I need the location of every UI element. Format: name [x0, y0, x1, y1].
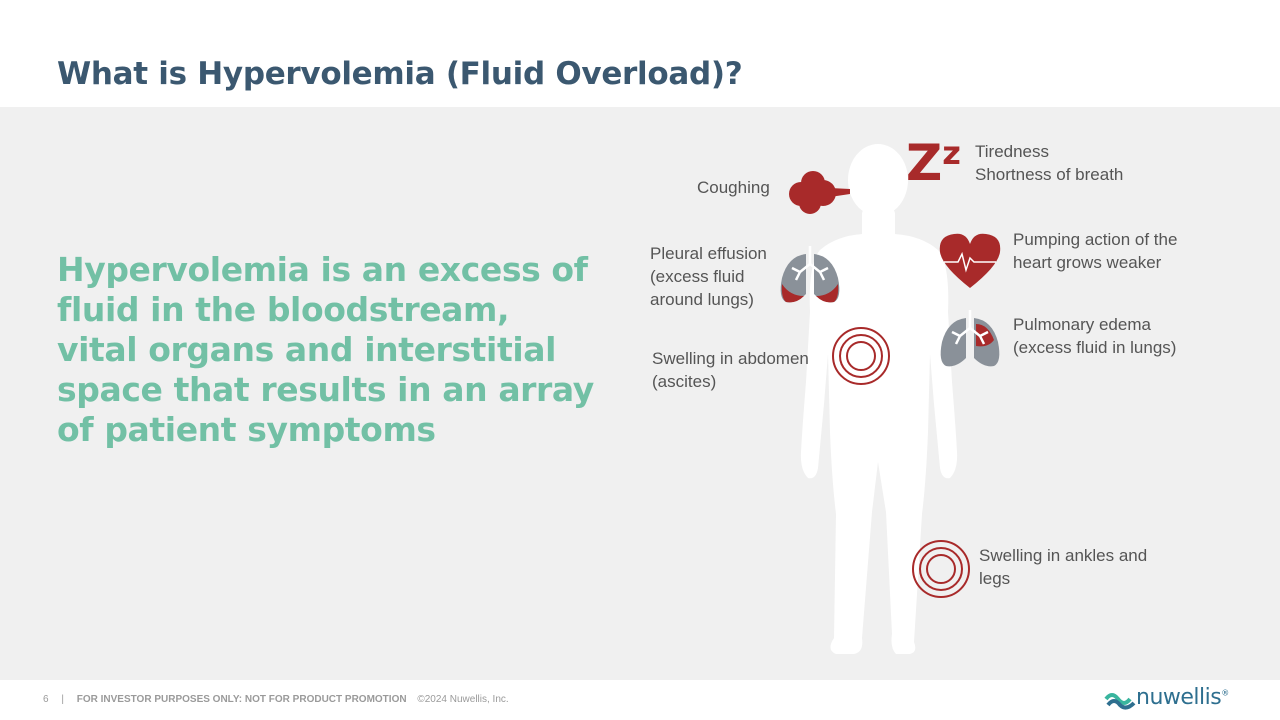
cough-cloud-icon: [786, 168, 852, 216]
footer-copyright: ©2024 Nuwellis, Inc.: [417, 694, 509, 705]
sleep-icon: Zz: [906, 134, 961, 192]
ankle-swelling-icon: [910, 538, 972, 600]
abdomen-swelling-icon: [830, 325, 892, 387]
swelling-abdomen-label: Swelling in abdomen (ascites): [652, 349, 809, 391]
coughing-label: Coughing: [697, 178, 770, 197]
logo-wave-icon: [1104, 689, 1136, 711]
tiredness-label: Tiredness Shortness of breath: [975, 142, 1124, 184]
footer: [0, 680, 1280, 720]
pumping-label: Pumping action of the heart grows weaker: [1013, 230, 1178, 272]
lungs-edema-icon: [938, 310, 1002, 368]
footer-disclaimer: FOR INVESTOR PURPOSES ONLY: NOT FOR PRODUCT PROMOTION: [76, 694, 407, 705]
footer-text: [43, 694, 509, 705]
swelling-ankles-label: Swelling in ankles and legs: [979, 546, 1148, 588]
logo-text: nuwellis®: [1136, 685, 1229, 710]
nuwellis-logo: [1104, 685, 1229, 713]
lungs-pleural-icon: [778, 246, 842, 304]
hypervolemia-definition: Hypervolemia is an excess of fluid in the bloodstream, vital organs and interstitial space that results in an array of patient symptoms: [57, 250, 594, 449]
heart-icon: [938, 232, 1002, 290]
pulmonary-edema-label: Pulmonary edema (excess fluid in lungs): [1013, 315, 1177, 357]
footer-separator: |: [61, 694, 64, 705]
page-title: What is Hypervolemia (Fluid Overload)?: [57, 56, 743, 92]
page-number: 6: [43, 694, 49, 705]
pleural-effusion-label: Pleural effusion (excess fluid around lungs): [650, 244, 767, 309]
